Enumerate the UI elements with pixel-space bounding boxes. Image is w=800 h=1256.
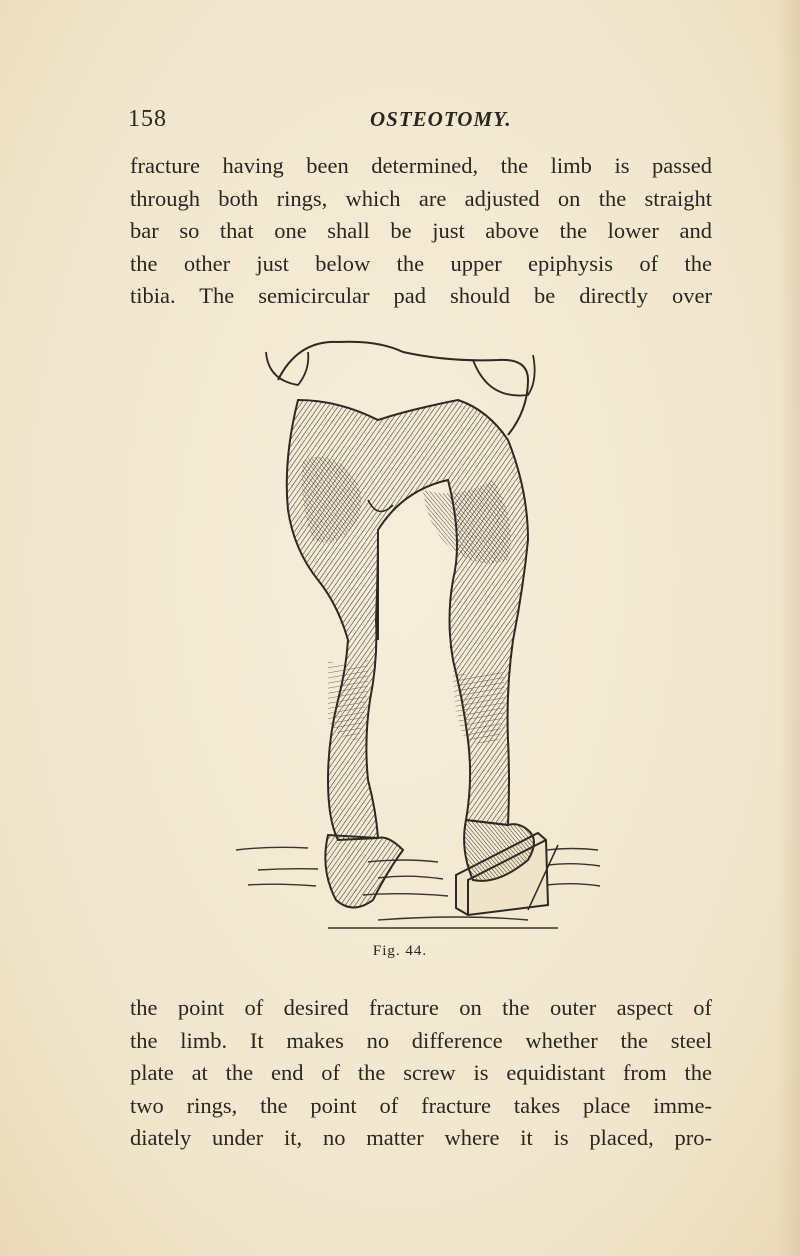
page-number: 158	[128, 106, 167, 132]
legs-illustration-icon	[228, 340, 613, 940]
text-line: diately under it, no matter where it is placed, pro-	[130, 1125, 712, 1150]
text-line: the other just below the upper epiphysis of the	[130, 250, 712, 276]
page-edge-shadow	[778, 0, 800, 1256]
text-line: through both rings, which are adjusted on the straight	[130, 185, 712, 211]
figure-illustration	[228, 340, 613, 940]
text-line: tibia. The semicircular pad should be directly over	[130, 283, 712, 308]
paragraph-bottom	[130, 992, 712, 1155]
text-line: the point of desired fracture on the outer aspect of	[130, 995, 712, 1020]
paragraph-top	[130, 150, 712, 313]
text-line: plate at the end of the screw is equidistant from the	[130, 1060, 712, 1085]
text-line: two rings, the point of fracture takes place imme-	[130, 1092, 712, 1118]
text-line: the limb. It makes no difference whether the steel	[130, 1027, 712, 1053]
running-title: OSTEOTOMY.	[370, 107, 512, 131]
text-line: fracture having been determined, the limb is passed	[130, 153, 712, 178]
figure-caption: Fig. 44.	[372, 943, 428, 959]
text-line: bar so that one shall be just above the lower and	[130, 218, 712, 243]
page-header	[128, 106, 708, 138]
